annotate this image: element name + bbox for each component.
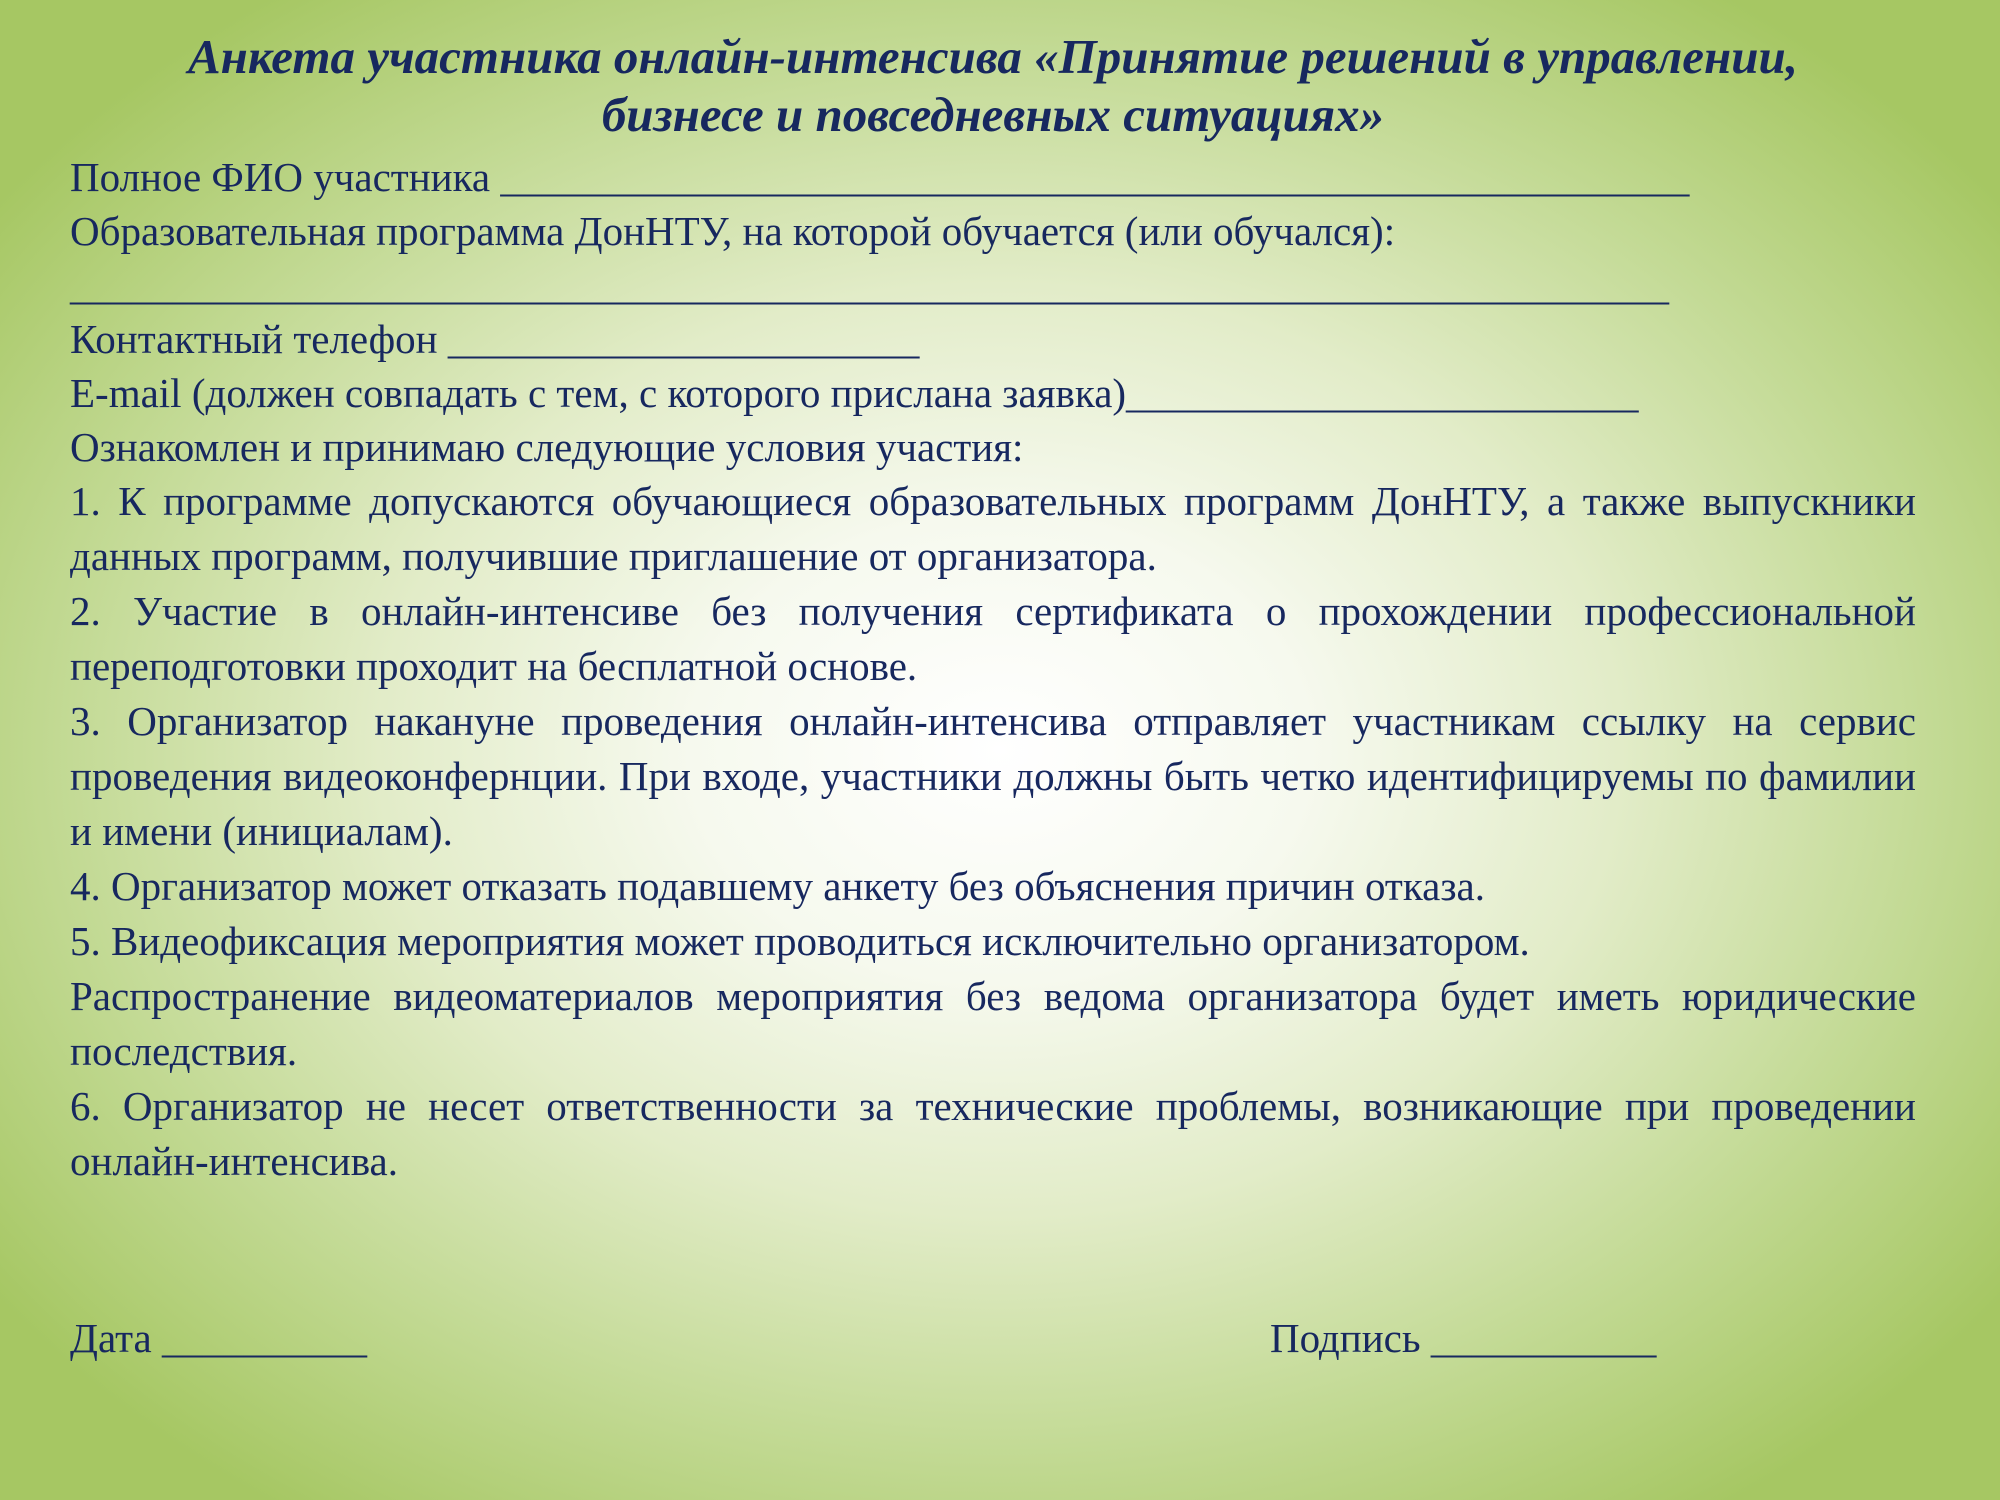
signature-field[interactable]: Подпись ___________ xyxy=(1270,1315,1657,1361)
conditions-heading: Ознакомлен и принимаю следующие условия участия: xyxy=(70,424,1024,470)
condition-item-6: 6. Организатор не несет ответственности за технические проблемы, возникающие при проведении онлайн-интенсива. xyxy=(70,1083,1916,1184)
date-field[interactable]: Дата __________ xyxy=(70,1315,367,1361)
program-label: Образовательная программа ДонНТУ, на которой обучается (или обучался): xyxy=(70,208,1396,254)
condition-item-3: 3. Организатор накануне проведения онлайн-интенсива отправляет участникам ссылку на сервис проведения видеоконфернции. При входе, участники должны быть четко идентифицируемы по фамилии и имени (инициалам). xyxy=(70,698,1916,854)
email-field[interactable]: E-mail (должен совпадать с тем, с которого прислана заявка)_________________________ xyxy=(70,370,1639,416)
program-field[interactable]: ______________________________________________________________________________ xyxy=(70,262,1669,308)
condition-item-2: 2. Участие в онлайн-интенсиве без получения сертификата о прохождении профессиональной переподготовки проходит на бесплатной основе. xyxy=(70,588,1916,689)
full-name-field[interactable]: Полное ФИО участника __________________________________________________________ xyxy=(70,154,1690,200)
form-title xyxy=(70,28,1916,144)
application-form xyxy=(70,28,1916,1189)
phone-field[interactable]: Контактный телефон _______________________ xyxy=(70,316,920,362)
condition-item-5: 5. Видеофиксация мероприятия может проводиться исключительно организатором. xyxy=(70,918,1530,964)
condition-item-4: 4. Организатор может отказать подавшему анкету без объяснения причин отказа. xyxy=(70,863,1485,909)
condition-item-1: 1. К программе допускаются обучающиеся образовательных программ ДонНТУ, а также выпускники данных программ, получившие приглашение от организатора. xyxy=(70,478,1916,579)
condition-item-5-continuation: Распространение видеоматериалов мероприятия без ведома организатора будет иметь юридические последствия. xyxy=(70,973,1916,1074)
form-title-line-1: Анкета участника онлайн-интенсива «Принятие решений в управлении, xyxy=(187,29,1798,84)
form-title-line-2: бизнесе и повседневных ситуациях» xyxy=(601,87,1385,142)
